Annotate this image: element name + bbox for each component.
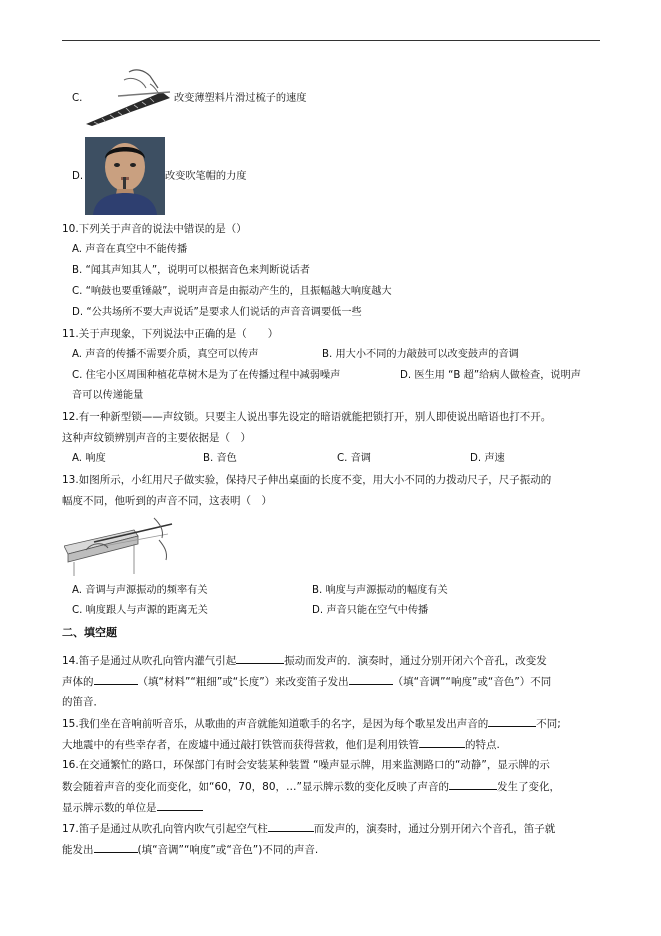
q15-text-3: 大地震中的有些幸存者，在废墟中通过敲打铁管而获得营救，他们是利用铁管: [62, 739, 419, 751]
q13-stem-line1: 13.如图所示，小红用尺子做实验，保持尺子伸出桌面的长度不变，用大小不同的力拨动尺子，尺子振动的: [62, 474, 552, 486]
q17-line2: [62, 842, 318, 857]
q14-line3: 的笛音．: [62, 696, 104, 708]
q14-blank-3: [349, 674, 393, 685]
q11-option-c: C. 住宅小区周围种植花草树木是为了在传播过程中减弱噪声: [72, 370, 341, 381]
q12-option-d: D. 声速: [470, 453, 505, 464]
section-title: 二、填空题: [62, 626, 117, 639]
boy-blowing-pen-cap-image: [85, 137, 165, 215]
q17-text-1: 17.笛子是通过从吹孔向管内吹气引起空气柱: [62, 823, 268, 835]
q13-option-b: B. 响度与声源振动的幅度有关: [312, 585, 448, 596]
q15-line2: [62, 737, 500, 752]
q16-blank-2: [157, 800, 203, 811]
option-c-text: 改变薄塑料片滑过梳子的速度: [174, 93, 307, 104]
q12-stem-line1: 12.有一种新型锁——声纹锁。只要主人说出事先设定的暗语就能把锁打开，别人即使说出暗语也打不开。: [62, 411, 552, 423]
q17-text-2: 而发声的，演奏时，通过分别开闭六个音孔，笛子就: [313, 823, 556, 835]
q11-option-a: A. 声音的传播不需要介质，真空可以传声: [72, 349, 259, 360]
q10-option-d: D. “公共场所不要大声说话”是要求人们说话的声音音调要低一些: [72, 307, 362, 318]
q11-stem: 11.关于声现象，下列说法中正确的是（ ）: [62, 328, 279, 340]
q16-text-1: 数会随着声音的变化而变化，如“60，70，80，…”显示牌示数的变化反映了声音的: [62, 781, 449, 793]
header-rule: [62, 40, 600, 41]
q10-stem: 10.下列关于声音的说法中错误的是（）: [62, 223, 247, 235]
q12-stem-line2: 这种声纹锁辨别声音的主要依据是（ ）: [62, 432, 251, 444]
q16-text-3: 显示牌示数的单位是: [62, 802, 157, 814]
q14-blank-1: [236, 653, 284, 664]
q15-text-2: 不同;: [536, 718, 561, 730]
q10-option-a: A. 声音在真空中不能传播: [72, 244, 188, 255]
q15-blank-1: [488, 716, 536, 727]
q11-option-d-cont: 音可以传递能量: [72, 390, 144, 401]
q12-option-c: C. 音调: [337, 453, 371, 464]
q13-option-a: A. 音调与声源振动的频率有关: [72, 585, 208, 596]
q13-option-d: D. 声音只能在空气中传播: [312, 605, 429, 616]
q10-option-b: B. “闻其声知其人”，说明可以根据音色来判断说话者: [72, 265, 310, 276]
q15-blank-2: [419, 737, 465, 748]
q16-line2: [62, 779, 560, 794]
q14-text-1: 14.笛子是通过从吹孔向管内灌气引起: [62, 655, 237, 667]
q17-line1: [62, 821, 555, 836]
q14-text-2: 振动而发声的．演奏时，通过分别开闭六个音孔，改变发: [284, 655, 547, 667]
q15-line1: [62, 716, 561, 731]
q16-line1: 16.在交通繁忙的路口，环保部门有时会安装某种装置 “噪声显示牌，用来监测路口的“动静”，显示牌的示: [62, 759, 550, 771]
q13-stem-line2: 幅度不同，他听到的声音不同，这表明（ ）: [62, 495, 272, 507]
q11-option-d: D. 医生用 “B 超”给病人做检查，说明声: [400, 370, 581, 381]
q12-option-a: A. 响度: [72, 453, 106, 464]
q10-option-c: C. “响鼓也要重锤敲”，说明声音是由振动产生的，且振幅越大响度越大: [72, 286, 392, 297]
q15-text-1: 15.我们坐在音响前听音乐，从歌曲的声音就能知道歌手的名字，是因为每个歌星发出声音的: [62, 718, 489, 730]
q14-text-3: 声体的: [62, 676, 94, 688]
option-d-letter: D.: [72, 171, 84, 182]
q17-text-4: (填“音调”“响度”或“音色”)不同的声音.: [137, 844, 319, 856]
q14-line2: [62, 674, 551, 689]
q16-line3: [62, 800, 203, 815]
q16-blank-1: [449, 779, 497, 790]
q17-blank-2: [94, 842, 138, 853]
q14-line1: [62, 653, 547, 668]
q14-text-5: （填“音调”“响度”或“音色”）不同: [392, 676, 552, 688]
q12-option-b: B. 音色: [203, 453, 237, 464]
q16-text-2: 发生了变化，: [496, 781, 560, 793]
q15-text-4: 的特点.: [465, 739, 500, 751]
q17-blank-1: [268, 821, 314, 832]
q17-text-3: 能发出: [62, 844, 94, 856]
q11-option-b: B. 用大小不同的力敲鼓可以改变鼓声的音调: [322, 349, 519, 360]
ruler-on-desk-image: [64, 516, 174, 576]
option-d-text: 改变吹笔帽的力度: [165, 171, 247, 182]
q13-option-c: C. 响度跟人与声源的距离无关: [72, 605, 208, 616]
q14-text-4: （填“材料”“粗细”或“长度”）来改变笛子发出: [137, 676, 349, 688]
option-c-letter: C.: [72, 93, 83, 104]
comb-plastic-image: [84, 66, 174, 126]
q14-blank-2: [94, 674, 138, 685]
